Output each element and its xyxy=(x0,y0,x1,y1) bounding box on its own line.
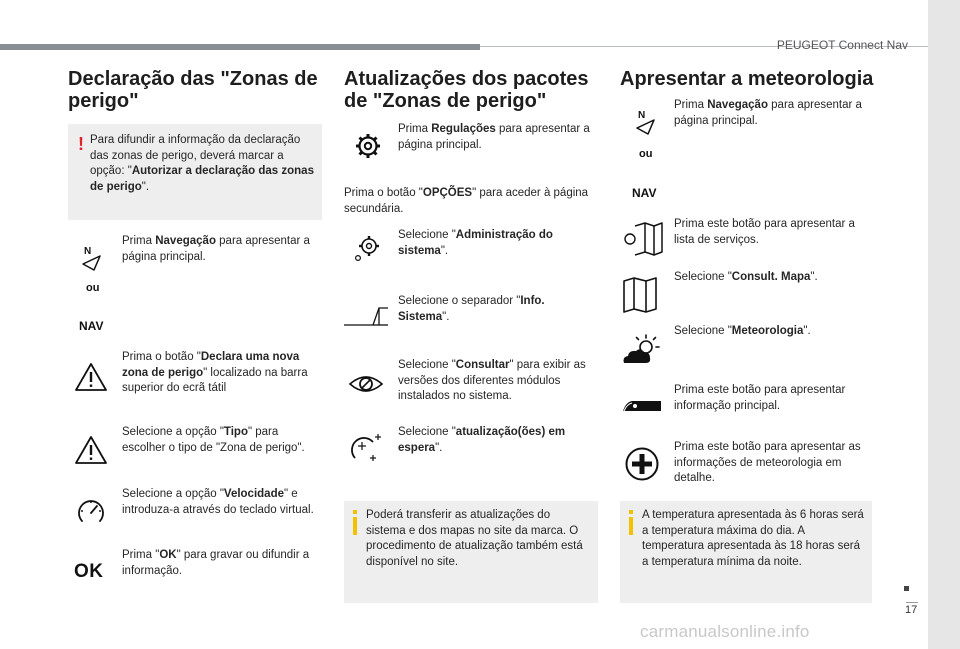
col3-note-text: A temperatura apresentada às 6 horas será a temperatura máxima do dia. A temperatura apresentada às 18 horas será a temperatura mínima da noite. xyxy=(642,509,864,568)
warning-triangle-icon xyxy=(74,362,108,392)
or-label: ou xyxy=(639,148,653,160)
settings-gears-icon xyxy=(352,234,382,264)
col2-title: Atualizações dos pacotes de "Zonas de perigo" xyxy=(344,68,589,112)
watermark: carmanualsonline.info xyxy=(640,622,810,641)
speedometer-icon xyxy=(76,497,106,525)
warning-triangle-icon xyxy=(74,435,108,465)
col1-step3-text: Selecione a opção "Tipo" para escolher o tipo de "Zona de perigo". xyxy=(122,426,305,454)
info-icon xyxy=(353,517,357,535)
map-icon xyxy=(622,276,658,314)
col2-step1-text: Prima Regulações para apresentar a página principal. xyxy=(398,123,590,151)
col3-step6-text: Prima este botão para apresentar as informações de meteorologia em detalhe. xyxy=(674,441,861,484)
col2-info-note xyxy=(344,501,598,603)
col3-step2-text: Prima este botão para apresentar a lista de serviços. xyxy=(674,218,855,246)
col3-step5-text: Prima este botão para apresentar informação principal. xyxy=(674,384,846,412)
ok-label: OK xyxy=(74,561,104,582)
col2-step2-text: Selecione "Administração do sistema". xyxy=(398,229,553,257)
col3-info-note xyxy=(620,501,872,603)
or-label: ou xyxy=(86,282,100,294)
svg-text:N: N xyxy=(84,246,92,257)
col1-step1-text: Prima Navegação para apresentar a página principal. xyxy=(122,235,310,263)
info-icon xyxy=(629,517,633,535)
add-circle-icon xyxy=(624,446,660,482)
page-number-rule xyxy=(906,602,918,603)
eye-icon xyxy=(348,372,384,396)
col2-step5-text: Selecione "atualização(ões) em espera". xyxy=(398,426,566,454)
col3-step1-text: Prima Navegação para apresentar a página principal. xyxy=(674,99,862,127)
services-map-icon xyxy=(621,222,663,256)
nav-label: NAV xyxy=(632,186,657,200)
col2-note-text: Poderá transferir as atualizações do sistema e dos mapas no site da marca. O procedimento de atualização também está disponível no site. xyxy=(366,509,583,568)
col2-paragraph: Prima o botão "OPÇÕES" para aceder à página secundária. xyxy=(344,187,589,215)
col3-step4-text: Selecione "Meteorologia". xyxy=(674,325,811,337)
svg-text:N: N xyxy=(638,110,646,121)
warning-icon: ! xyxy=(78,134,84,154)
col1-step5-text: Prima "OK" para gravar ou difundir a informação. xyxy=(122,549,310,577)
page-number: 17 xyxy=(905,604,918,616)
gear-icon xyxy=(354,132,382,160)
navigation-icon xyxy=(634,108,658,136)
col1-step2-text: Prima o botão "Declara uma nova zona de perigo" localizado na barra superior do ecrã tátil xyxy=(122,351,308,394)
col1-note-text: Para difundir a informação da declaração das zonas de perigo, deverá marcar a opção: "Autorizar a declaração das zonas de perigo". xyxy=(90,134,314,193)
side-tab xyxy=(928,0,960,649)
col1-title: Declaração das "Zonas de perigo" xyxy=(68,68,318,112)
header-rule-thick xyxy=(0,44,480,50)
col3-title: Apresentar a meteorologia xyxy=(620,68,874,90)
weather-banner-icon xyxy=(622,396,662,414)
continuation-mark xyxy=(904,586,909,591)
update-refresh-icon xyxy=(347,430,383,464)
col2-step3-text: Selecione o separador "Info. Sistema". xyxy=(398,295,545,323)
weather-icon xyxy=(620,333,662,367)
col1-step4-text: Selecione a opção "Velocidade" e introduza-a através do teclado virtual. xyxy=(122,488,314,516)
navigation-icon xyxy=(80,244,104,272)
col3-step3-text: Selecione "Consult. Mapa". xyxy=(674,271,818,283)
col2-step4-text: Selecione "Consultar" para exibir as versões dos diferentes módulos instalados no sistema. xyxy=(398,359,586,402)
tab-separator-icon xyxy=(343,305,389,327)
nav-label: NAV xyxy=(79,319,104,333)
col1-warning-note xyxy=(68,124,322,220)
running-title: PEUGEOT Connect Nav xyxy=(776,38,908,52)
